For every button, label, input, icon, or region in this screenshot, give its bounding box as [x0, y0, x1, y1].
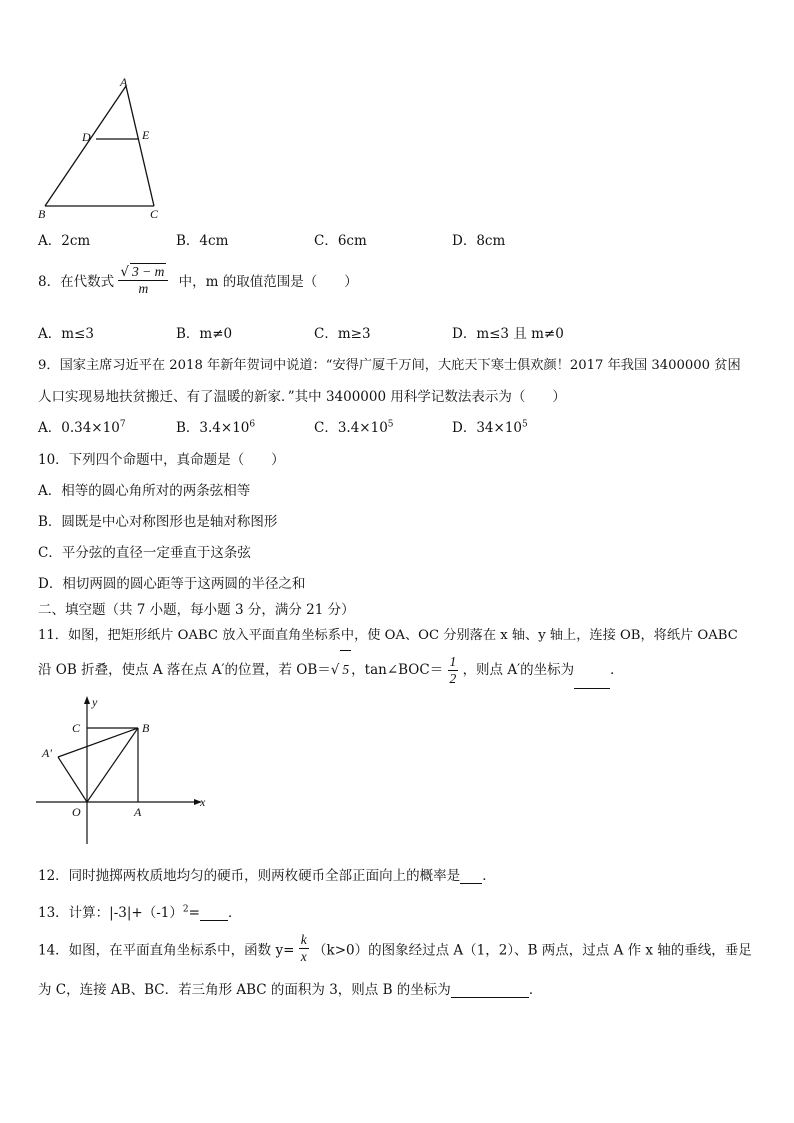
q8-radicand: 3 − m: [132, 264, 165, 279]
q8-fraction: $\frac{√ 3 - m}{m}$: [118, 263, 168, 297]
label-d: D: [82, 130, 91, 144]
label-a: A: [120, 76, 128, 89]
q10-option-a: A．相等的圆心角所对的两条弦相等: [38, 483, 251, 499]
q11-line2: 沿 OB 折叠，使点 A 落在点 A′的位置，若 OB＝√ 5 ，tan∠BOC＝ $\frac{1}{2}$ ，则点 A′的坐标为 ．: [38, 650, 624, 689]
label-e: E: [142, 128, 150, 142]
q8-prefix: 8．在代数式: [38, 274, 115, 290]
q10-stem: 10．下列四个命题中，真命题是（ ）: [38, 452, 285, 468]
q13-answer-blank[interactable]: [200, 904, 228, 921]
q10-option-c: C．平分弦的直径一定垂直于这条弦: [38, 545, 251, 561]
label-b: B: [142, 721, 150, 735]
q7-option-d: D．8cm: [452, 233, 506, 249]
label-x: x: [200, 795, 206, 809]
label-b: B: [38, 207, 46, 221]
segment-ob: [87, 728, 138, 802]
q8-suffix: 中，m 的取值范围是（ ）: [178, 274, 358, 290]
label-a-prime: A′: [42, 746, 52, 760]
q14-line1: 14．如图，在平面直角坐标系中，函数 y= $\frac{k}{x}$ （k>0）的图象经过点 A（1，2）、B 两点，过点 A 作 x 轴的垂线，垂足: [38, 932, 752, 964]
q8-option-c: C．m≥3: [314, 326, 371, 342]
q11-answer-blank[interactable]: [574, 670, 610, 689]
q10-option-d: D．相切两圆的圆心距等于这两圆的半径之和: [38, 576, 306, 592]
label-a: A: [134, 805, 142, 819]
side-ac: [126, 86, 154, 206]
coordinate-figure: [36, 694, 216, 846]
segment-a1b: [58, 728, 138, 757]
q9-line1: 9．国家主席习近平在 2018 年新年贺词中说道：“安得广厦千万间，大庇天下寒士俱欢颜！2017 年我国 3400000 贫困: [38, 358, 741, 373]
label-y: y: [92, 695, 98, 709]
q11-text-b: ，tan∠BOC＝: [351, 662, 444, 678]
label-c: C: [72, 721, 81, 735]
q14-line2: 为 C，连接 AB、BC．若三角形 ABC 的面积为 3，则点 B 的坐标为 ．: [38, 982, 543, 998]
section-fill-in-header: 二、填空题（共 7 小题，每小题 3 分，满分 21 分）: [38, 602, 355, 618]
q9-option-b: B．$3.4\times 10^6$: [176, 419, 256, 436]
q7-option-c: C．6cm: [314, 233, 367, 249]
q12-answer-blank[interactable]: [460, 867, 482, 884]
q8-option-b: B．m≠0: [176, 326, 233, 342]
q11-line1: 11．如图，把矩形纸片 OABC 放入平面直角坐标系中，使 OA、OC 分别落在 x 轴、y 轴上，连接 OB，将纸片 OABC: [38, 628, 738, 643]
label-o: O: [72, 805, 81, 819]
y-arrow: [84, 696, 90, 704]
q11-fraction: $\frac{1}{2}$: [449, 654, 457, 686]
q9-option-c: C．$3.4\times 10^5$: [314, 419, 394, 436]
q8-denominator: m: [138, 281, 149, 296]
q14-fraction: $\frac{k}{x}$: [300, 932, 307, 964]
side-ab: [45, 86, 126, 206]
q11-text-c: ，则点 A′的坐标为: [462, 662, 575, 678]
q7-option-b: B．4cm: [176, 233, 229, 249]
q11-text-a: 沿 OB 折叠，使点 A 落在点 A′的位置，若 OB＝: [38, 662, 331, 678]
q7-option-a: A．2cm: [38, 233, 91, 249]
q8-option-a: A．m≤3: [38, 326, 94, 342]
q9-line2: 人口实现易地扶贫搬迁、有了温暖的新家．”其中 3400000 用科学记数法表示为（ ）: [38, 389, 566, 405]
q11-sqrt: 5: [340, 650, 351, 689]
q13-text: 13．计算：$|-3|+(-1)^2=$ ．: [38, 904, 242, 921]
q8-option-d: D．m≤3 且 m≠0: [452, 326, 564, 342]
q12-text: 12．同时抛掷两枚质地均匀的硬币，则两枚硬币全部正面向上的概率是 ．: [38, 868, 496, 884]
triangle-figure: [34, 76, 174, 224]
q10-option-b: B．圆既是中心对称图形也是轴对称图形: [38, 514, 278, 530]
label-c: C: [150, 207, 159, 221]
q9-option-a: A．$0.34\times 10^7$: [38, 419, 126, 436]
q8-stem: [38, 263, 358, 297]
q14-answer-blank[interactable]: [451, 981, 529, 998]
segment-oa1: [58, 757, 87, 802]
q9-option-d: D．$34\times 10^5$: [452, 419, 528, 436]
